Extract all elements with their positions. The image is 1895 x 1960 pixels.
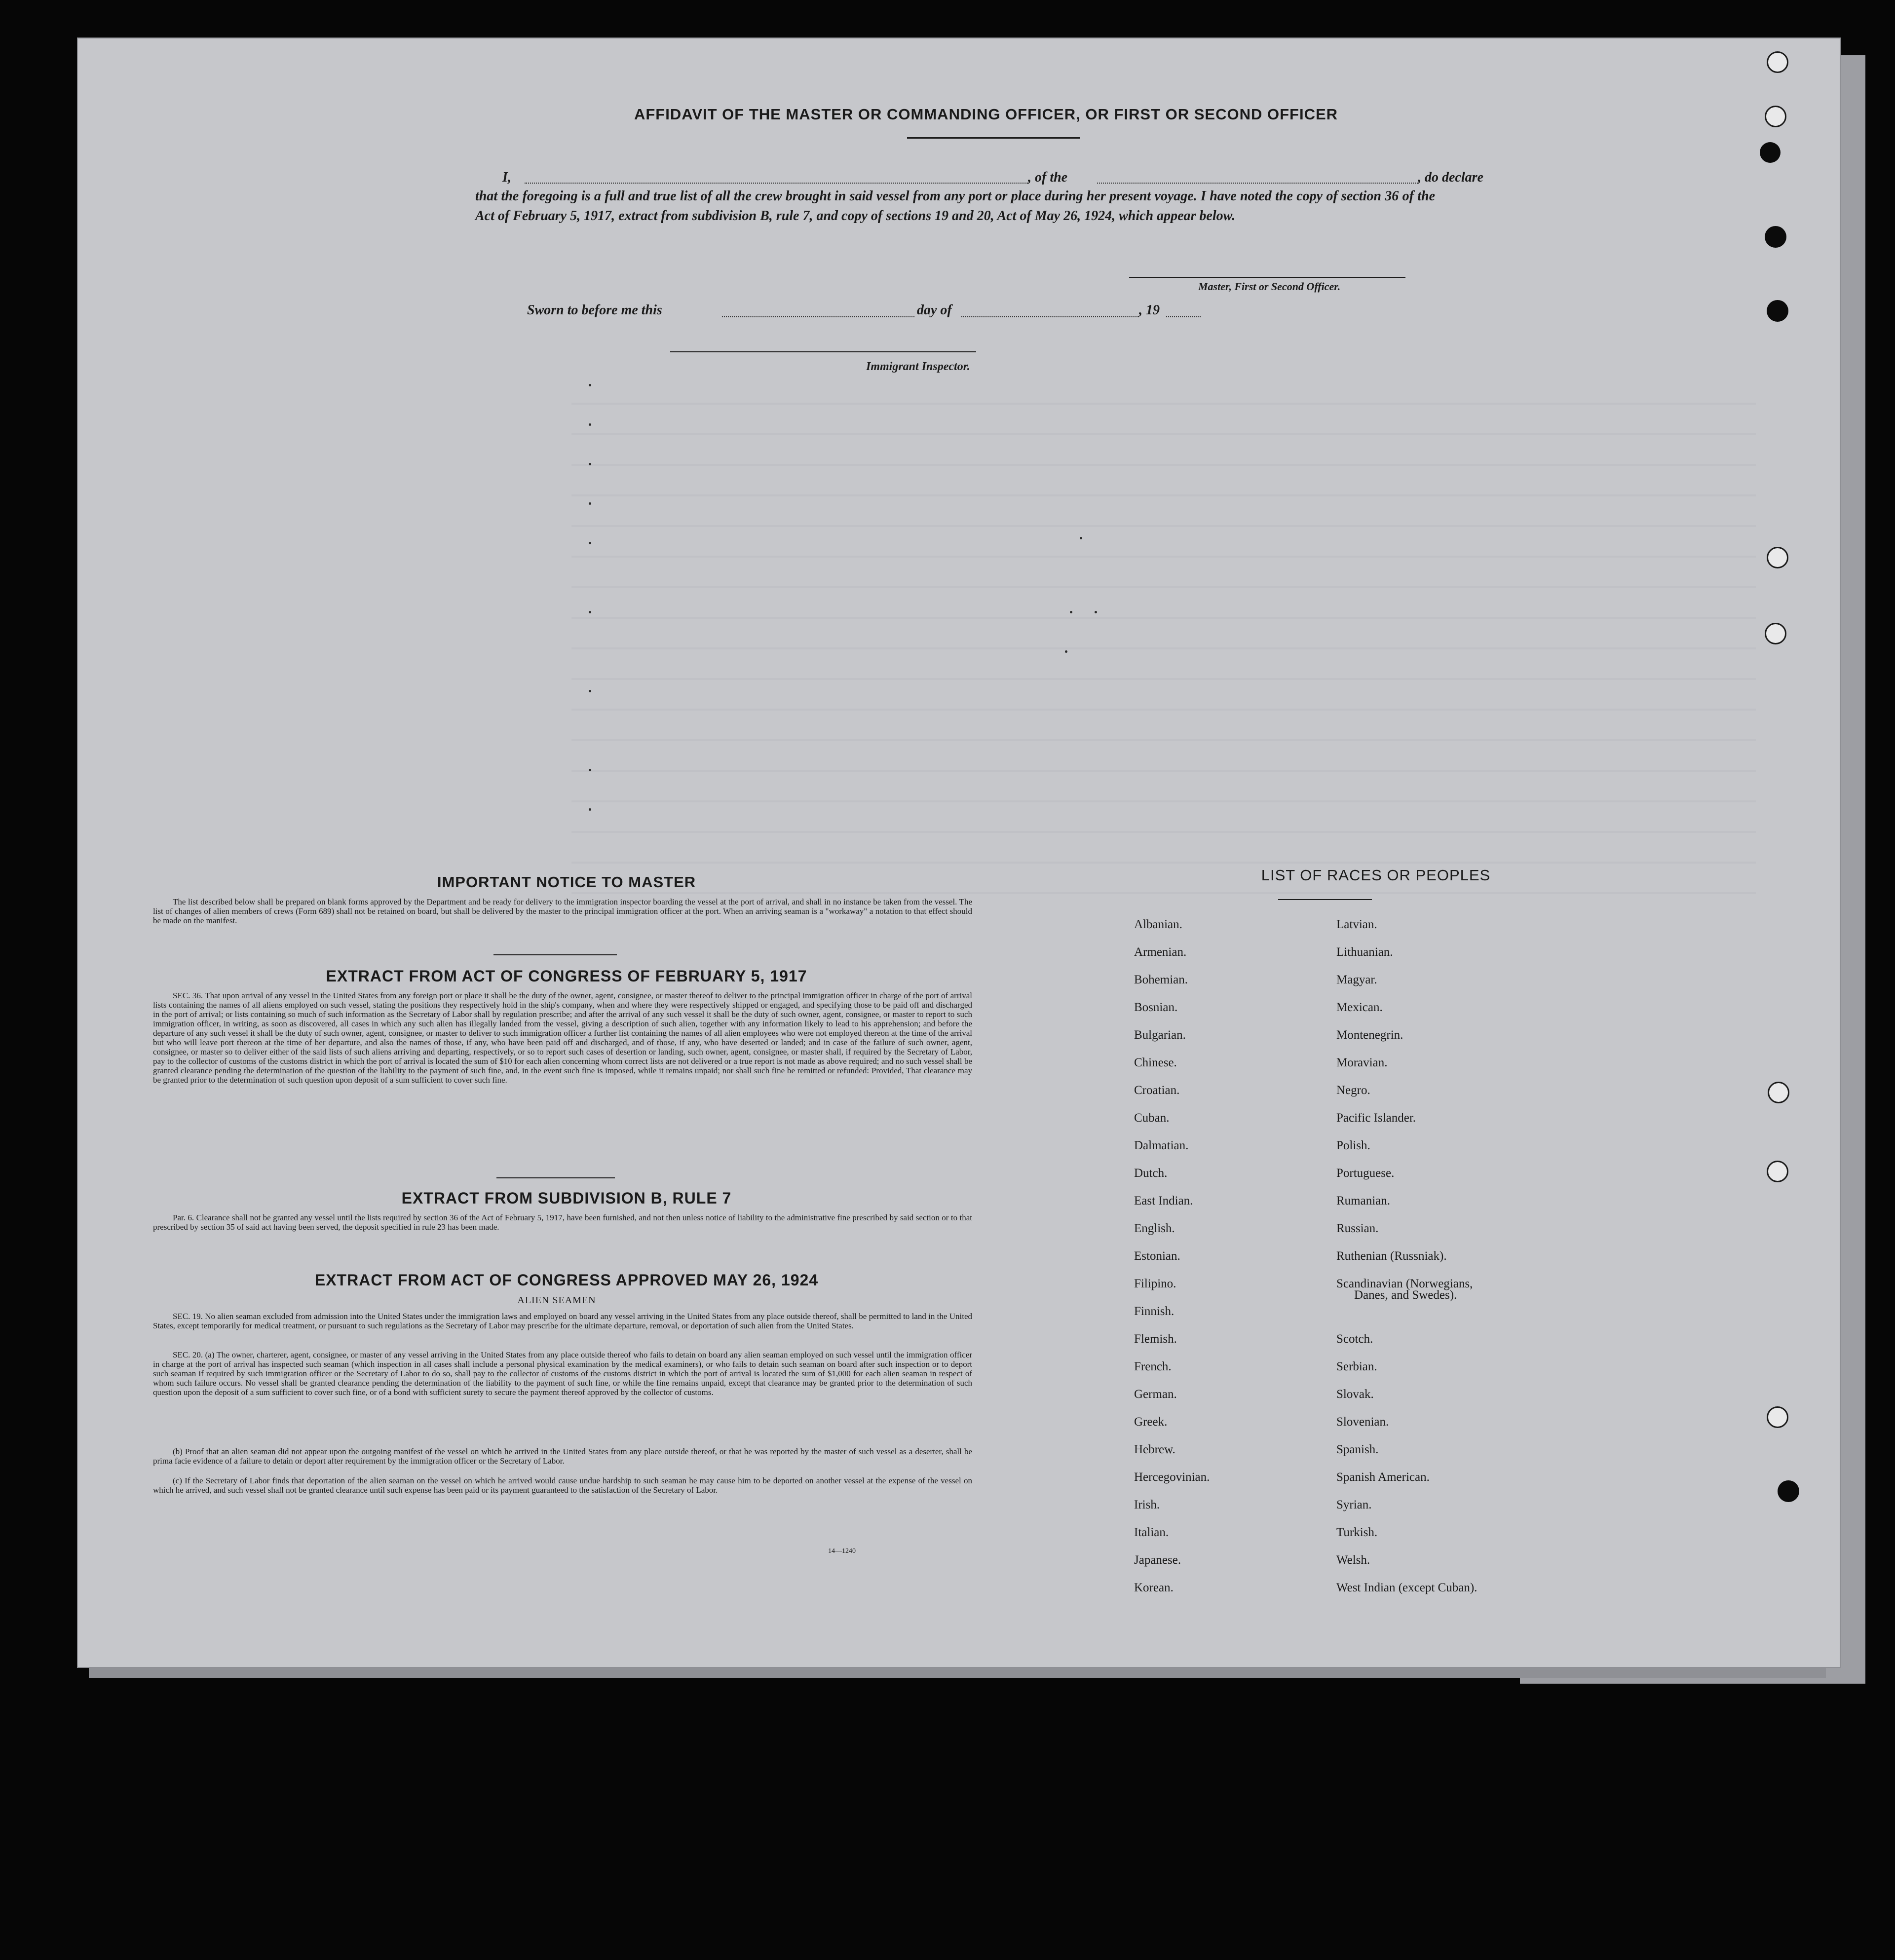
races-right-column	[1336, 911, 1477, 1602]
affidavit-title: AFFIDAVIT OF THE MASTER OR COMMANDING OFFICER, OR FIRST OR SECOND OFFICER	[634, 106, 1338, 123]
binder-hole	[1765, 226, 1786, 248]
dot	[589, 463, 591, 465]
sworn-text: Sworn to before me this	[527, 302, 662, 318]
dot	[589, 690, 591, 692]
binder-hole	[1768, 1082, 1789, 1103]
race-item: Flemish.	[1134, 1332, 1177, 1346]
vessel-blank[interactable]	[1097, 183, 1418, 184]
dot	[1065, 650, 1067, 653]
race-item: East Indian.	[1134, 1194, 1193, 1207]
inspector-signature-line[interactable]	[670, 351, 976, 352]
race-item: Cuban.	[1134, 1111, 1170, 1125]
race-item: German.	[1134, 1388, 1177, 1401]
race-item: Bohemian.	[1134, 973, 1188, 986]
race-item: Armenian.	[1134, 945, 1187, 959]
dot	[1070, 611, 1072, 613]
affidavit-of-the: , of the	[1028, 170, 1068, 185]
form-number: 14—1240	[828, 1547, 856, 1555]
extract-1917-body: SEC. 36. That upon arrival of any vessel in the United States from any foreign port or place it shall be the duty of the owner, agent, consignee, or master thereof to deliver to the principal immigration officer in charge of the port of arrival lists containing the names of all aliens employed on such vessel, stating the positions they respectively hold in the ship's company, when and where they were respectively shipped or engaged, and specifying those to be paid off and discharged in the port of arrival; or lists containing so much of such information as the Secretary of Labor shall by regulation prescribe; and after the arrival of any such vessel it shall be the duty of such owner, agent, consignee, or master to report to such immigration officer, in writing, as soon as discovered, all cases in which any such alien has illegally landed from the vessel, giving a description of such alien, together with any information likely to lead to his apprehension; and before the departure of any such vessel it shall be the duty of such owner, agent, consignee, or master to deliver to such immigration officer a further list containing the names of all alien employees who were not employed thereon at the time of the arrival but who will leave port thereon at the time of her departure, and also the names of those, if any, who have been paid off and discharged, and of those, if any, who have deserted or landed; and in case of the failure of such owner, agent, consignee, or master so to deliver either of the said lists of such aliens arriving and departing, respectively, or so to report such cases of desertion or landing, such owner, agent, consignee, or master shall, if required by the Secretary of Labor, pay to the collector of customs of the customs district in which the port of arrival is located the sum of $10 for each alien concerning whom correct lists are not delivered or a true report is not made as above required; and no such vessel shall be granted clearance pending the determination of the question of the liability to the payment of such fine, and, in the event such fine is imposed, while it remains unpaid; nor shall such fine be remitted or refunded: Provided, That clearance may be granted prior to the determination of such question upon deposit of a sum sufficient to cover such fine.	[153, 991, 972, 1085]
race-item: Scotch.	[1336, 1332, 1373, 1346]
notice-rule	[493, 954, 617, 955]
races-title: LIST OF RACES OR PEOPLES	[1261, 867, 1491, 884]
races-left-column	[1134, 911, 1210, 1602]
race-item: Filipino.	[1134, 1277, 1176, 1290]
subdivision-body: Par. 6. Clearance shall not be granted any vessel until the lists required by section 36 of the Act of February 5, 1917, have been furnished, and not then unless notice of liability to the administrative fine prescribed by said section or to that prescribed by section 35 of said act having been served, the deposit specified in rule 23 has been made.	[153, 1213, 972, 1232]
race-item: Welsh.	[1336, 1553, 1370, 1567]
sec19-text: SEC. 19. No alien seaman excluded from admission into the United States under the immigration laws and employed on board any vessel arriving in the United States from any place outside thereof, shall be permitted to land in the United States, except temporarily for medical treatment, or pursuant to such regulations as the Secretary of Labor may prescribe for the ultimate departure, removal, or deportation of such alien from the United States.	[153, 1312, 972, 1330]
dot	[1080, 537, 1082, 539]
affidavit-do-declare: , do declare	[1418, 170, 1483, 185]
race-item: Polish.	[1336, 1139, 1370, 1152]
dot	[1095, 611, 1097, 613]
race-item: Russian.	[1336, 1222, 1379, 1235]
year-text: , 19	[1139, 302, 1160, 318]
subdivision-title: EXTRACT FROM SUBDIVISION B, RULE 7	[401, 1189, 732, 1207]
extract-1917-title: EXTRACT FROM ACT OF CONGRESS OF FEBRUARY 5, 1917	[326, 967, 807, 985]
race-item: Lithuanian.	[1336, 945, 1393, 959]
race-item: Finnish.	[1134, 1305, 1175, 1318]
affidavit-title-rule	[907, 137, 1080, 139]
extract-1917-rule	[496, 1177, 615, 1178]
notice-body: The list described below shall be prepared on blank forms approved by the Department and be ready for delivery to the immigration inspector boarding the vessel at the port of arrival, and shall in no instance be taken from the vessel. The list of changes of alien members of crews (Form 689) shall not be retained on board, but shall be delivered by the master to the principal immigration officer at the port. When an arriving seaman is a "workaway" a notation to that effect should be made on the manifest.	[153, 897, 972, 925]
race-item: Ruthenian (Russniak).	[1336, 1249, 1447, 1263]
race-item: Rumanian.	[1336, 1194, 1391, 1207]
race-item: Bosnian.	[1134, 1001, 1178, 1014]
race-item: Syrian.	[1336, 1498, 1372, 1511]
manifest-back-page	[78, 38, 1840, 1667]
race-item: Magyar.	[1336, 973, 1377, 986]
race-item: Bulgarian.	[1134, 1028, 1186, 1042]
dot	[589, 542, 591, 544]
race-item: Montenegrin.	[1336, 1028, 1403, 1042]
race-item: Spanish American.	[1336, 1470, 1430, 1484]
race-item: Portuguese.	[1336, 1167, 1395, 1180]
inspector-caption: Immigrant Inspector.	[866, 360, 970, 373]
race-item: Dalmatian.	[1134, 1139, 1189, 1152]
binder-hole	[1778, 1480, 1799, 1502]
name-blank[interactable]	[525, 183, 1028, 184]
master-signature-line[interactable]	[1129, 277, 1405, 278]
race-item: Turkish.	[1336, 1526, 1378, 1539]
day-of-text: day of	[917, 302, 952, 318]
binder-hole	[1767, 1161, 1788, 1182]
sworn-year-blank[interactable]	[1166, 316, 1201, 317]
race-item: Slovenian.	[1336, 1415, 1389, 1429]
race-item: Korean.	[1134, 1581, 1174, 1594]
race-item: Pacific Islander.	[1336, 1111, 1416, 1125]
dot	[589, 502, 591, 505]
sworn-day-blank[interactable]	[722, 316, 914, 317]
race-item: Moravian.	[1336, 1056, 1388, 1069]
affidavit-i: I,	[502, 170, 511, 185]
race-item: Greek.	[1134, 1415, 1168, 1429]
binder-hole	[1765, 623, 1786, 644]
extract-1924-title: EXTRACT FROM ACT OF CONGRESS APPROVED MAY 26, 1924	[314, 1271, 819, 1289]
bleed-through	[571, 374, 1756, 917]
sec20a-text: SEC. 20. (a) The owner, charterer, agent, consignee, or master of any vessel arriving in the United States from any place outside thereof who fails to detain on board any alien seaman employed on such vessel until the immigration officer in charge at the port of arrival has inspected such seaman (which inspection in all cases shall include a personal physical examination by the medical examiners), or who fails to detain such seaman on board after such inspection or to deport such seaman if required by such immigration officer or the Secretary of Labor to do so, shall pay to the collector of customs of the customs district in which the port of arrival is located the sum of $1,000 for each alien seaman in respect of whom such failure occurs. No vessel shall be granted clearance pending the determination of the liability to the payment of such fine, or while the fine remains unpaid, except that clearance may be granted prior to the determination of such question upon the deposit of a sum sufficient to cover such fine, or of a bond with sufficient surety to secure the payment thereof approved by the collector of customs.	[153, 1350, 972, 1397]
dot	[589, 423, 591, 426]
race-item: Slovak.	[1336, 1388, 1374, 1401]
race-item: Chinese.	[1134, 1056, 1177, 1069]
race-item: Negro.	[1336, 1084, 1370, 1097]
race-item: Mexican.	[1336, 1001, 1383, 1014]
race-item: Spanish.	[1336, 1443, 1379, 1456]
race-item: Danes, and Swedes).	[1354, 1288, 1457, 1302]
race-item: West Indian (except Cuban).	[1336, 1581, 1478, 1594]
race-item: Irish.	[1134, 1498, 1160, 1511]
binder-hole	[1767, 547, 1788, 568]
race-item: Italian.	[1134, 1526, 1169, 1539]
dot	[589, 384, 591, 386]
dot	[589, 808, 591, 811]
sworn-month-blank[interactable]	[961, 316, 1139, 317]
race-item: Latvian.	[1336, 918, 1377, 931]
race-item: Albanian.	[1134, 918, 1182, 931]
master-signature-caption: Master, First or Second Officer.	[1198, 280, 1341, 293]
race-item: English.	[1134, 1222, 1175, 1235]
alien-seamen-subtitle: ALIEN SEAMEN	[517, 1295, 596, 1306]
binder-hole	[1760, 142, 1781, 163]
affidavit-body: that the foregoing is a full and true list of all the crew brought in said vessel from any port or place during her present voyage. I have noted the copy of section 36 of the Act of February 5, 1917, extract from subdivision B, rule 7, and copy of sections 19 and 20, Act of May 26, 1924, which appear below.	[475, 188, 1435, 224]
sec20c-text: (c) If the Secretary of Labor finds that deportation of the alien seaman on the vessel on which he arrived would cause undue hardship to such seaman he may cause him to be deported on another vessel at the expense of the vessel on which he arrived, and such vessel shall not be granted clearance until such expense has been paid or its payment guaranteed to the satisfaction of the Secretary of Labor.	[153, 1476, 972, 1495]
binder-hole	[1767, 300, 1788, 322]
race-item: Scandinavian (Norwegians,	[1336, 1277, 1473, 1290]
dot	[589, 611, 591, 613]
race-item: Hercegovinian.	[1134, 1470, 1210, 1484]
race-item: Estonian.	[1134, 1249, 1180, 1263]
race-item: Hebrew.	[1134, 1443, 1175, 1456]
race-item: French.	[1134, 1360, 1172, 1373]
races-title-rule	[1278, 899, 1372, 900]
binder-hole	[1765, 106, 1786, 127]
binder-hole	[1767, 1406, 1788, 1428]
race-item: Dutch.	[1134, 1167, 1168, 1180]
binder-hole	[1767, 51, 1788, 73]
race-item: Croatian.	[1134, 1084, 1180, 1097]
race-item: Serbian.	[1336, 1360, 1377, 1373]
dot	[589, 769, 591, 771]
race-item: Japanese.	[1134, 1553, 1181, 1567]
notice-title: IMPORTANT NOTICE TO MASTER	[437, 873, 696, 891]
sec20b-text: (b) Proof that an alien seaman did not appear upon the outgoing manifest of the vessel on which he arrived in the United States from any place outside thereof, or that he was reported by the master of such vessel as a deserter, shall be prima facie evidence of a failure to detain or deport after requirement by the immigration officer or the Secretary of Labor.	[153, 1447, 972, 1466]
